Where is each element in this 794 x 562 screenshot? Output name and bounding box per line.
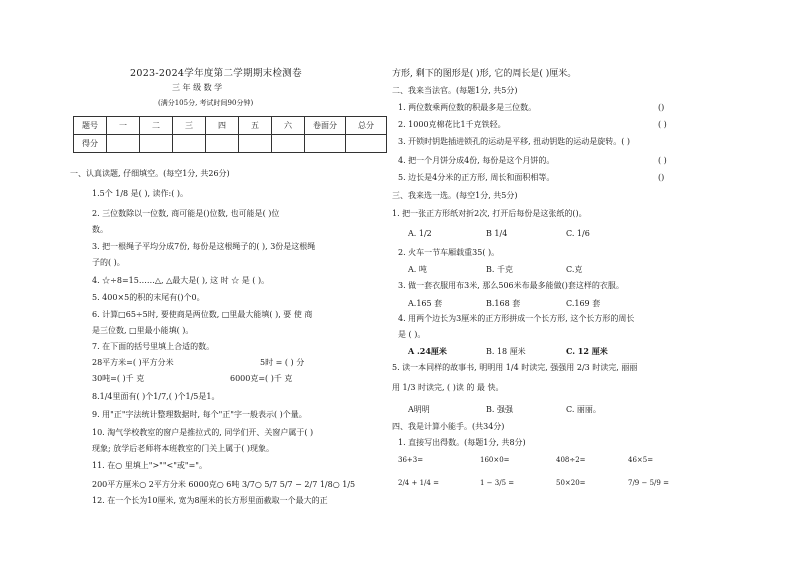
calc-item: 2/4 + 1/4 =	[398, 479, 439, 487]
choice-2-option-a[interactable]: A. 吨	[408, 265, 427, 274]
choice-2: 2. 火车一节车厢载重35( )。	[398, 248, 500, 257]
question-5: 5. 400×5的积的末尾有()个0。	[92, 293, 205, 302]
judge-3: 3. 开锁时钥匙插进锁孔的运动是平移, 扭动钥匙的运动是旋转。( )	[398, 137, 631, 146]
question-12: 12. 在一个长为10厘米, 宽为8厘米的长方形里面截取一个最大的正	[92, 496, 328, 505]
section-1-heading: 一、认真读题, 仔细填空。(每空1分, 共26分)	[70, 169, 230, 178]
calc-item: 36+3=	[398, 456, 424, 464]
score-cell: 三	[173, 117, 206, 135]
choice-2-option-b[interactable]: B. 千克	[486, 265, 513, 274]
section-3-heading: 三、我来选一选。(每空1分, 共5分)	[392, 191, 518, 200]
choice-4-option-a[interactable]: A .24厘米	[408, 346, 447, 356]
score-input-cell[interactable]	[107, 135, 140, 153]
section-4-heading: 四、我是计算小能手。(共34分)	[392, 422, 505, 431]
score-cell: 一	[107, 117, 140, 135]
choice-3-option-a[interactable]: A.165 套	[408, 299, 443, 308]
choice-5-cont: 用 1/3 时读完, ( )读 的 最 快。	[392, 383, 504, 392]
score-input-cell[interactable]	[305, 135, 346, 153]
question-7: 7. 在下面的括号里填上合适的数。	[92, 342, 215, 351]
calc-item: 50×20=	[556, 479, 586, 487]
choice-2-option-c[interactable]: C.克	[566, 265, 583, 274]
score-cell: 总分	[346, 117, 387, 135]
score-table-score-row	[74, 135, 387, 153]
choice-1: 1. 把一张正方形纸对折2次, 打开后每份是这张纸的()。	[392, 209, 587, 218]
question-2: 2. 三位数除以一位数, 商可能是()位数, 也可能是( )位	[92, 209, 280, 218]
choice-3-option-c[interactable]: C.169 套	[566, 299, 601, 308]
question-6: 6. 计算□65÷5时, 要使商是两位数, □里最大能填( ), 要 使 商	[92, 310, 313, 319]
choice-5-option-c[interactable]: C. 丽丽。	[566, 405, 601, 414]
question-9: 9. 用"正"字法统计整理数据时, 每个"正"字一般表示( )个量。	[92, 410, 307, 419]
judge-1-paren: ()	[658, 103, 665, 112]
score-input-cell[interactable]	[239, 135, 272, 153]
choice-5: 5. 读一本同样的故事书, 明明用 1/4 时读完, 强强用 2/3 时读完, 丽丽	[392, 363, 638, 372]
judge-5-paren: ()	[658, 173, 665, 182]
choice-3: 3. 做一套衣服用布3米, 那么506米布最多能做()套这样的衣服。	[398, 281, 624, 290]
score-cell: 得分	[74, 135, 107, 153]
score-table-header-row	[74, 117, 387, 135]
question-1: 1.5个 1/8 是( ), 读作:( )。	[92, 189, 189, 198]
score-input-cell[interactable]	[346, 135, 387, 153]
question-6-cont: 是三位数, □里最小能填( )。	[92, 326, 194, 335]
score-input-cell[interactable]	[206, 135, 239, 153]
score-cell: 五	[239, 117, 272, 135]
section-2-heading: 二、我来当法官。(每题1分, 共5分)	[392, 86, 518, 95]
choice-5-option-b[interactable]: B. 强强	[486, 405, 513, 414]
question-7-row2-b: 6000克=( )千 克	[230, 374, 293, 383]
choice-4: 4. 用两个边长为3厘米的正方形拼成一个长方形, 这个长方形的周长	[398, 314, 635, 323]
question-3-cont: 子的( )。	[92, 258, 125, 267]
choice-4-cont: 是 ( )。	[398, 330, 426, 339]
judge-4-paren: ( )	[658, 156, 667, 165]
question-3: 3. 把一根绳子平均分成7份, 每份是这根绳子的( ), 3份是这根绳	[92, 242, 316, 251]
question-7-row2-a: 30吨=( )千 克	[92, 374, 145, 383]
question-12-cont: 方形, 剩下的图形是( )形, 它的周长是( )厘米。	[392, 69, 577, 79]
question-10-cont: 现象; 放学后老师将本班教室的门关上属于( )现象。	[92, 444, 275, 453]
question-7-row1-a: 28平方米=( )平方分米	[92, 358, 174, 367]
question-10: 10. 淘气学校教室的窗户是推拉式的, 同学们开、关窗户属于( )	[92, 428, 314, 437]
score-cell: 六	[272, 117, 305, 135]
judge-4: 4. 把一个月饼分成4份, 每份是这个月饼的。	[398, 156, 555, 165]
calc-item: 46×5=	[628, 456, 654, 464]
question-7-row1-b: 5时 = ( ) 分	[260, 358, 305, 367]
question-11: 11. 在○ 里填上">""<"或"="。	[92, 461, 207, 470]
calc-item: 1 − 3/5 =	[480, 479, 515, 487]
choice-1-option-a[interactable]: A. 1/2	[408, 229, 432, 238]
choice-4-option-b[interactable]: B. 18 厘米	[486, 347, 526, 356]
question-8: 8.1/4里面有( )个1/7,( )个1/5是1。	[92, 392, 220, 401]
choice-1-option-c[interactable]: C. 1/6	[566, 229, 590, 238]
score-cell: 二	[140, 117, 173, 135]
judge-5: 5. 边长是4分米的正方形, 周长和面积相等。	[398, 173, 555, 182]
score-table	[73, 116, 387, 153]
judge-1: 1. 两位数乘两位数的积最多是三位数。	[398, 103, 537, 112]
exam-title: 2023-2024学年度第二学期期末检测卷	[130, 68, 302, 79]
score-input-cell[interactable]	[140, 135, 173, 153]
score-cell: 题号	[74, 117, 107, 135]
calc-item: 7/9 − 5/9 =	[628, 479, 669, 487]
choice-1-option-b[interactable]: B 1/4	[486, 229, 508, 238]
calc-title: 1. 直接写出得数。(每题1分, 共8分)	[398, 438, 526, 447]
judge-2-paren: ( )	[658, 120, 667, 129]
exam-note: (满分105分, 考试时间90分钟)	[158, 99, 254, 107]
score-cell: 四	[206, 117, 239, 135]
score-input-cell[interactable]	[272, 135, 305, 153]
choice-4-option-c[interactable]: C. 12 厘米	[566, 346, 608, 356]
question-11-row: 200平方厘米○ 2平方分米 6000克○ 6吨 3/7○ 5/7 5/7 − 2/7 1/8○ 1/5	[92, 480, 356, 489]
judge-2: 2. 1000克棉花比1千克铁轻。	[398, 120, 506, 129]
calc-item: 160×0=	[480, 456, 510, 464]
choice-3-option-b[interactable]: B.168 套	[486, 299, 521, 308]
question-4: 4. ☆÷8=15……△, △最大是( ), 这 时 ☆ 是 ( )。	[92, 276, 270, 285]
score-input-cell[interactable]	[173, 135, 206, 153]
calc-item: 408÷2=	[556, 456, 586, 464]
exam-subtitle: 三 年 级 数 学	[172, 83, 223, 92]
question-2-cont: 数。	[92, 225, 108, 234]
score-cell: 卷面分	[305, 117, 346, 135]
choice-5-option-a[interactable]: A明明	[408, 405, 430, 414]
